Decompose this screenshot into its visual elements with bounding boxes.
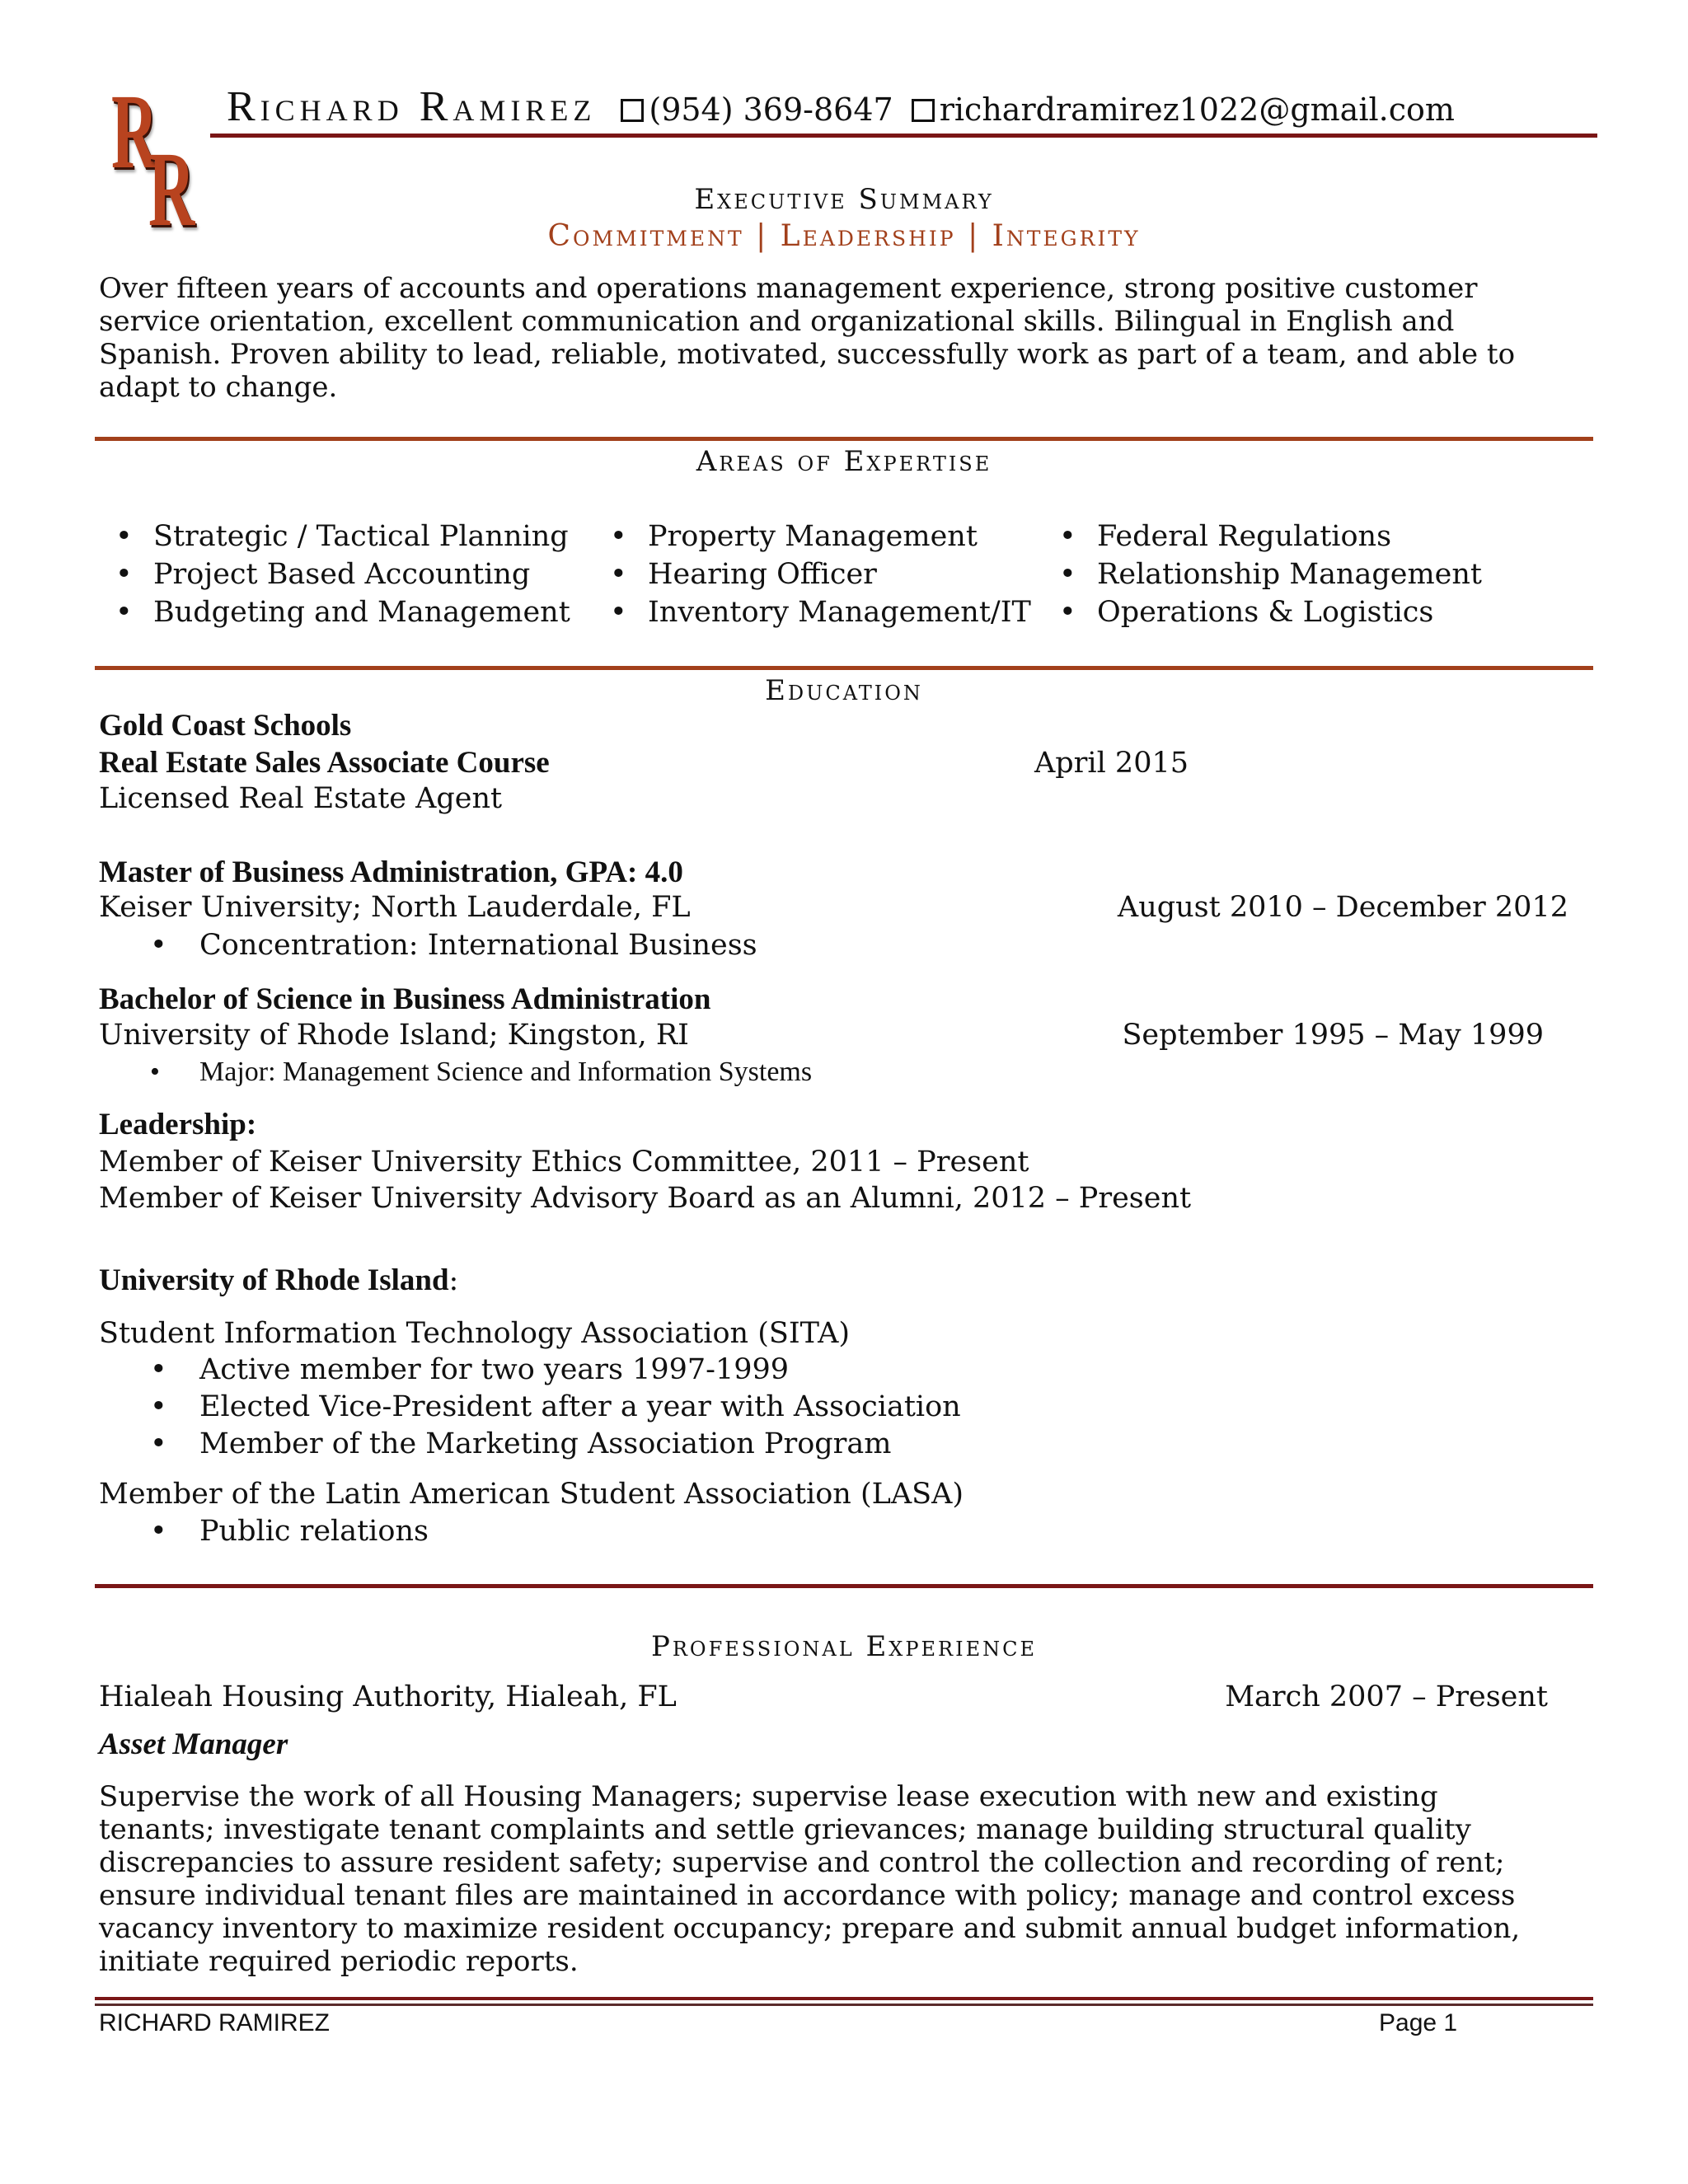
expertise-column-1 <box>115 518 610 631</box>
phone-number: (954) 369-8647 <box>649 91 893 128</box>
footer-name: RICHARD RAMIREZ <box>99 2009 331 2036</box>
list-item: • Strategic / Tactical Planning <box>115 518 610 555</box>
email <box>912 91 1455 128</box>
employment-dates: March 2007 – Present <box>1225 1680 1548 1713</box>
summary-tagline: Commitment | Leadership | Integrity <box>547 219 1141 253</box>
sita-item: • Member of the Marketing Association Program <box>199 1427 891 1461</box>
header <box>227 82 1597 131</box>
footer-divider-2 <box>95 2004 1593 2006</box>
expertise-list <box>115 518 1521 631</box>
list-item: • Inventory Management/IT <box>610 593 1059 631</box>
mba-dates: August 2010 – December 2012 <box>1117 891 1568 924</box>
header-divider <box>210 134 1597 138</box>
list-item: • Project Based Accounting <box>115 555 610 593</box>
mba-school: Keiser University; North Lauderdale, FL <box>99 891 691 924</box>
education-heading: Education <box>765 674 923 707</box>
mba-concentration: • Concentration: International Business <box>199 928 757 963</box>
gold-coast-course: Real Estate Sales Associate Course <box>99 746 550 780</box>
checkbox-icon <box>621 99 644 122</box>
gold-coast-license: Licensed Real Estate Agent <box>99 782 503 815</box>
uri-heading-colon: : <box>448 1264 459 1297</box>
footer <box>99 2009 1593 2037</box>
employer: Hialeah Housing Authority, Hialeah, FL <box>99 1680 677 1713</box>
mba-degree: Master of Business Administration, GPA: 4.0 <box>99 855 683 889</box>
experience-heading: Professional Experience <box>650 1630 1037 1663</box>
sita-item: • Elected Vice-President after a year with Association <box>199 1390 961 1424</box>
list-item: • Property Management <box>610 518 1059 555</box>
bs-school: University of Rhode Island; Kingston, RI <box>99 1019 689 1052</box>
checkbox-icon <box>912 99 935 122</box>
list-item: • Federal Regulations <box>1059 518 1521 555</box>
footer-divider <box>95 1997 1593 2000</box>
page-number: Page 1 <box>1379 2009 1458 2036</box>
lasa-item: • Public relations <box>199 1514 429 1549</box>
leadership-item: Member of Keiser University Advisory Board as an Alumni, 2012 – Present <box>99 1182 1192 1215</box>
gold-coast-date: April 2015 <box>1034 747 1189 780</box>
monogram-letter-r1: R <box>111 73 158 191</box>
section-divider <box>95 666 1593 670</box>
sita-item: • Active member for two years 1997-1999 <box>199 1352 789 1387</box>
bs-major: • Major: Management Science and Information Systems <box>199 1055 812 1090</box>
list-item: • Operations & Logistics <box>1059 593 1521 631</box>
summary-text: Over fifteen years of accounts and operations management experience, strong positive customer service orientation, excellent communication and organizational skills. Bilingual in English and Spanish. Proven ability to lead, reliable, motivated, successfully work as part of a team, and able to adapt to change. <box>99 272 1516 404</box>
list-item: • Hearing Officer <box>610 555 1059 593</box>
applicant-name: Richard Ramirez <box>227 83 597 130</box>
list-item: • Relationship Management <box>1059 555 1521 593</box>
section-divider <box>95 1584 1593 1588</box>
lasa-title: Member of the Latin American Student Association (LASA) <box>99 1478 964 1511</box>
expertise-column-2 <box>610 518 1059 631</box>
expertise-heading: Areas of Expertise <box>696 445 992 478</box>
summary-heading: Executive Summary <box>694 183 994 216</box>
leadership-item: Member of Keiser University Ethics Committee, 2011 – Present <box>99 1146 1029 1179</box>
list-item: • Budgeting and Management <box>115 593 610 631</box>
uri-heading <box>99 1263 458 1298</box>
bs-degree: Bachelor of Science in Business Administration <box>99 982 711 1016</box>
job-description: Supervise the work of all Housing Managers; supervise lease execution with new and existing tenants; investigate tenant complaints and settle grievances; manage building structural quality discrepancies to assure resident safety; supervise and control the collection and recording of rent; ensure individual tenant files are maintained in accordance with policy; manage and control excess vacancy inventory to maximize resident occupancy; prepare and submit annual budget information, initiate required periodic reports. <box>99 1780 1521 1978</box>
section-divider <box>95 437 1593 441</box>
expertise-column-3 <box>1059 518 1521 631</box>
bs-dates: September 1995 – May 1999 <box>1122 1019 1544 1052</box>
phone <box>621 91 893 128</box>
leadership-heading: Leadership: <box>99 1108 257 1141</box>
sita-title: Student Information Technology Association (SITA) <box>99 1317 851 1350</box>
job-title: Asset Manager <box>99 1727 288 1761</box>
gold-coast-school: Gold Coast Schools <box>99 709 352 743</box>
uri-heading-text: University of Rhode Island <box>99 1263 449 1297</box>
monogram-letter-r2: R <box>148 130 195 249</box>
email-address: richardramirez1022@gmail.com <box>939 91 1455 128</box>
